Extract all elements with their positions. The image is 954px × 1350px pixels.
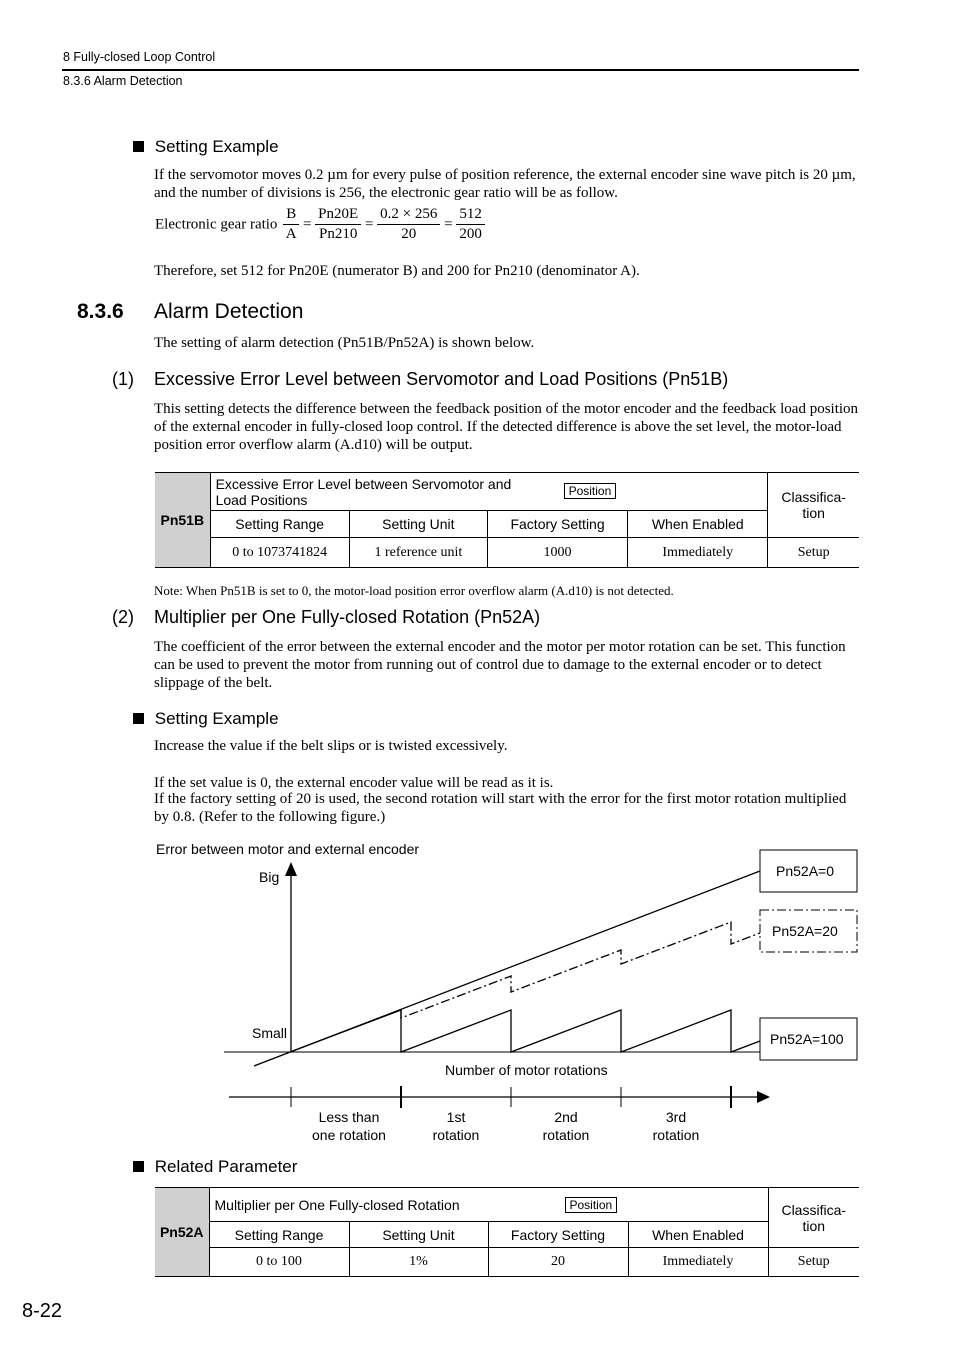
tick-label-2-line2: rotation	[542, 1127, 590, 1143]
header-when-enabled: When Enabled	[628, 511, 768, 538]
param-id-cell: Pn52A	[155, 1188, 209, 1277]
sub1-title: Excessive Error Level between Servomotor and Load Positions (Pn51B)	[154, 369, 729, 389]
section-intro: The setting of alarm detection (Pn51B/Pn52A) is shown below.	[154, 335, 535, 351]
gear-ratio-formula: Electronic gear ratio $\frac{B}{A}$ = $\frac{Pn20E}{Pn210}$ = $\frac{0.2 \times 256}{20}$ = $\frac{512}{200}$	[155, 205, 485, 244]
pn51b-table	[155, 472, 859, 568]
value-setting-range: 0 to 1073741824	[210, 538, 349, 568]
setting-example-heading: Setting Example	[133, 137, 279, 157]
formula-label: Electronic gear ratio	[155, 216, 278, 233]
line-pn52a-100	[290, 1010, 760, 1052]
setting-conclusion: Therefore, set 512 for Pn20E (numerator B) and 200 for Pn210 (denominator A).	[154, 263, 640, 279]
header-setting-unit: Setting Unit	[349, 1222, 488, 1248]
tick-label-1-line2: rotation	[432, 1127, 480, 1143]
fraction-values: $\frac{0.2 \times 256}{20}$	[377, 205, 440, 244]
x-axis-title: Number of motor rotations	[445, 1062, 608, 1078]
section-number: 8.3.6	[77, 300, 124, 323]
header-when-enabled: When Enabled	[628, 1222, 768, 1248]
classification-header: Classifica-tion	[768, 473, 859, 538]
value-classification: Setup	[768, 538, 859, 568]
value-when-enabled: Immediately	[628, 538, 768, 568]
example-line-1: Increase the value if the belt slips or is twisted excessively.	[154, 738, 508, 754]
section-header: 8.3.6 Alarm Detection	[63, 74, 183, 88]
tick-label-2-line1: 2nd	[554, 1109, 578, 1125]
fraction-parameters: $\frac{Pn20E}{Pn210}$	[315, 205, 361, 244]
tick-label-1-line1: 1st	[446, 1109, 466, 1125]
header-setting-range: Setting Range	[210, 511, 349, 538]
square-bullet-icon	[133, 1161, 144, 1172]
sub1-number: (1)	[112, 369, 134, 389]
y-axis-small-label: Small	[252, 1025, 288, 1041]
x-axis-arrow-icon	[757, 1091, 770, 1103]
tick-label-3-line2: rotation	[652, 1127, 700, 1143]
sub2-number: (2)	[112, 607, 134, 627]
position-badge: Position	[565, 1197, 618, 1213]
setting-example-text: If the servomotor moves 0.2 µm for every pulse of position reference, the external encoder sine wave pitch is 20 µm, and the number of divisions is 256, the electronic gear ratio will be as follow.	[154, 167, 856, 201]
position-badge: Position	[564, 483, 617, 499]
header-setting-range: Setting Range	[209, 1222, 349, 1248]
value-factory-setting: 20	[488, 1248, 628, 1277]
y-axis-title: Error between motor and external encoder	[156, 841, 420, 857]
header-rule	[62, 69, 859, 71]
section-title: Alarm Detection	[154, 300, 304, 323]
tick-label-3-line1: 3rd	[665, 1109, 687, 1125]
tick-label-0-line2: one rotation	[312, 1127, 386, 1143]
header-factory-setting: Factory Setting	[488, 1222, 628, 1248]
sub1-text: This setting detects the difference between the feedback position of the motor encoder and the feedback load position of the external encoder in fully-closed loop control. If the detected difference is above the set level, the motor-load position error overflow alarm (A.d10) will be output.	[154, 401, 859, 453]
setting-example-heading-2: Setting Example	[133, 709, 279, 729]
fraction-b-a: $\frac{B}{A}$	[283, 205, 299, 244]
value-factory-setting: 1000	[487, 538, 627, 568]
error-multiplier-figure	[0, 835, 954, 1155]
example-line-2: If the set value is 0, the external encoder value will be read as it is.	[154, 775, 554, 791]
square-bullet-icon	[133, 141, 144, 152]
sub2-title: Multiplier per One Fully-closed Rotation (Pn52A)	[154, 607, 541, 627]
value-classification: Setup	[768, 1248, 859, 1277]
example-line-3: If the factory setting of 20 is used, the second rotation will start with the error for the first motor rotation multiplied by 0.8. (Refer to the following figure.)	[154, 791, 847, 825]
y-axis-arrow-icon	[285, 862, 297, 876]
fraction-result: $\frac{512}{200}$	[456, 205, 485, 244]
value-setting-unit: 1%	[349, 1248, 488, 1277]
value-setting-unit: 1 reference unit	[349, 538, 487, 568]
header-setting-unit: Setting Unit	[349, 511, 487, 538]
param-name-cell: Excessive Error Level between Servomotor and Load Positions Position	[210, 473, 768, 511]
sub2-text: The coefficient of the error between the external encoder and the motor per motor rotation can be set. This function can be used to prevent the motor from running out of control due to damage to the external encoder or to detect slippage of the belt.	[154, 639, 846, 691]
line-pn52a-20	[401, 922, 760, 1018]
square-bullet-icon	[133, 713, 144, 724]
pn52a-table	[155, 1187, 859, 1277]
legend-pn52a-0: Pn52A=0	[776, 863, 834, 879]
value-setting-range: 0 to 100	[209, 1248, 349, 1277]
y-axis-big-label: Big	[259, 869, 280, 885]
legend-pn52a-100: Pn52A=100	[770, 1031, 844, 1047]
pn51b-note: Note: When Pn51B is set to 0, the motor-load position error overflow alarm (A.d10) is not detected.	[154, 583, 674, 598]
chapter-header: 8 Fully-closed Loop Control	[63, 50, 216, 64]
header-factory-setting: Factory Setting	[487, 511, 627, 538]
value-when-enabled: Immediately	[628, 1248, 768, 1277]
legend-pn52a-20: Pn52A=20	[772, 923, 838, 939]
param-id-cell: Pn51B	[155, 473, 210, 568]
page-number: 8-22	[22, 1300, 63, 1322]
tick-label-0-line1: Less than	[318, 1109, 380, 1125]
related-parameter-heading: Related Parameter	[133, 1157, 297, 1177]
param-name-cell: Multiplier per One Fully-closed Rotation Position	[209, 1188, 768, 1222]
classification-header: Classifica-tion	[768, 1188, 859, 1248]
